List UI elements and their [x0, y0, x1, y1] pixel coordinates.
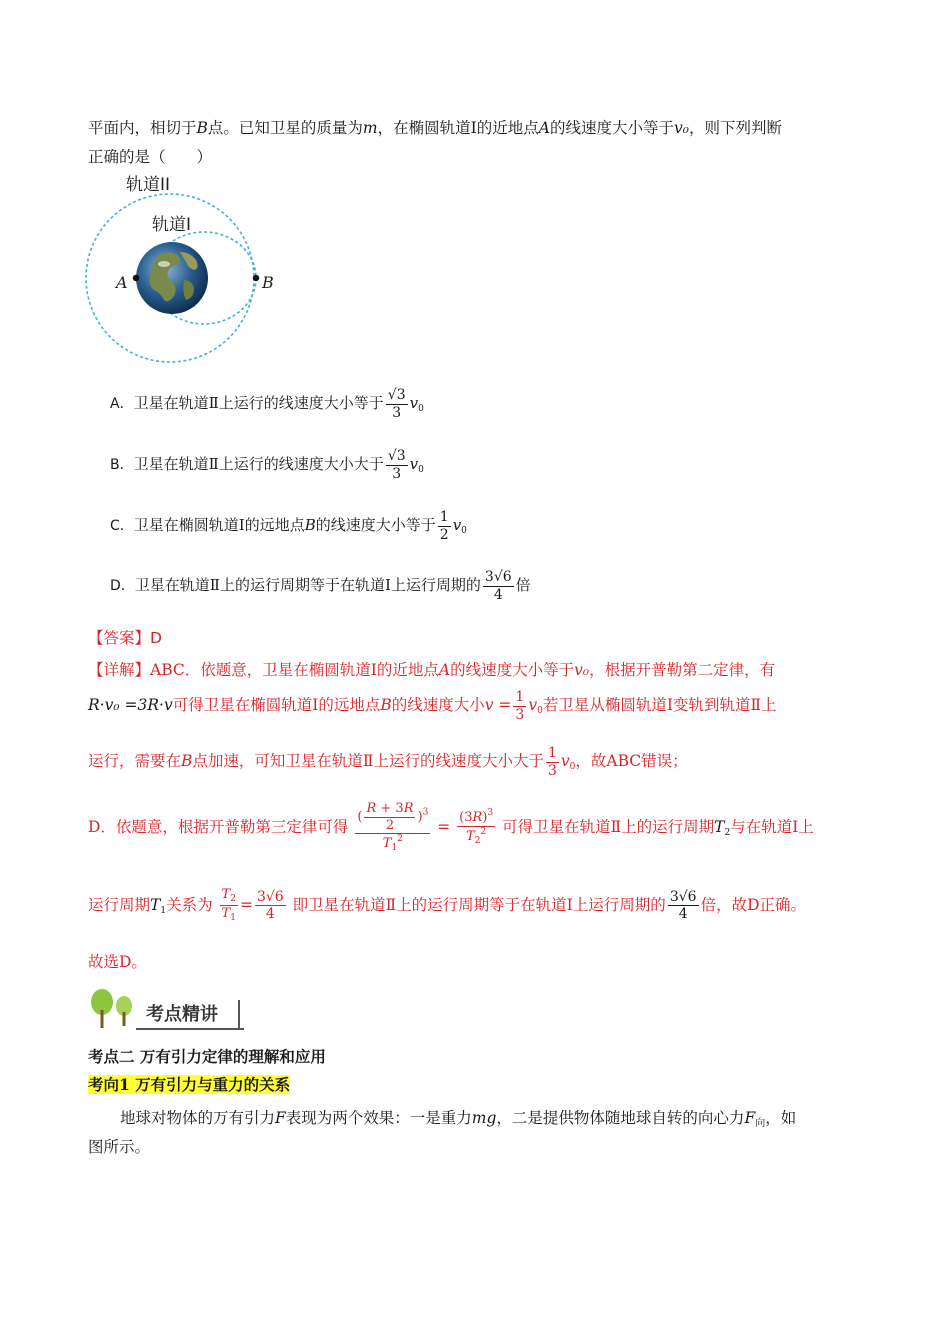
point-b-label: B [262, 273, 274, 292]
section-subheading: 考向1 万有引力与重力的关系 [88, 1075, 291, 1094]
body-paragraph-line-1: 地球对物体的万有引力F表现为两个效果：一是重力mg，二是提供物体随地球自转的向心力$F_向$，如 [120, 1109, 797, 1129]
question-line-1: 平面内，相切于B点。已知卫星的质量为m，在椭圆轨道Ⅰ的近地点A的线速度大小等于v₀，则下列判断 [88, 119, 782, 137]
option-c[interactable]: C．卫星在椭圆轨道Ⅰ的远地点B的线速度大小等于 $\frac{1}{2}$ $v_0$ [110, 509, 467, 543]
point-b-dot [253, 275, 259, 281]
option-b[interactable]: B．卫星在轨道Ⅱ上运行的线速度大小大于 $\frac{√3}{3}$ $v_0$ [110, 448, 424, 482]
point-a-label: A [116, 273, 128, 292]
orbit-figure [80, 168, 300, 368]
question-line-2: 正确的是（ ） [88, 148, 213, 166]
section-banner-text: 考点精讲 [146, 1004, 218, 1025]
detail-line-4: D．依题意，根据开普勒第三定律可得 ( $\frac{R + 3R}{2}$ )$^3$ $T_1^2$ = $\frac{(3R)^3}{T_2^2}$ 可得卫星在轨道Ⅱ上的运行周期$T_2$与在轨道Ⅰ上 [88, 801, 814, 854]
point-a-dot [133, 275, 139, 281]
detail-line-1: 【详解】ABC．依题意，卫星在椭圆轨道Ⅰ的近地点A的线速度大小等于v₀，根据开普勒第二定律，有 [88, 661, 776, 679]
orbit-i-label: 轨道I [152, 215, 192, 235]
section-heading: 考点二 万有引力定律的理解和应用 [88, 1047, 326, 1066]
answer-line: 【答案】D [88, 629, 162, 647]
option-d[interactable]: D．卫星在轨道Ⅱ上的运行周期等于在轨道Ⅰ上运行周期的 $\frac{3√6}{4}$ 倍 [110, 569, 531, 603]
detail-line-3: 运行，需要在B点加速，可知卫星在轨道Ⅱ上运行的线速度大小大于 $\frac{1}{3}$ $v_0$，故ABC错误； [88, 745, 688, 779]
option-a[interactable]: A．卫星在轨道Ⅱ上运行的线速度大小等于 $\frac{√3}{3}$ $v_0$ [110, 387, 424, 421]
orbit-ii-label: 轨道II [126, 175, 171, 195]
earth-icon [136, 242, 208, 314]
tree-icon [88, 988, 140, 1030]
detail-line-5: 运行周期$T_1$关系为 $\frac{T_2}{T_1}$ = $\frac{3√6}{4}$ 即卫星在轨道Ⅱ上的运行周期等于在轨道Ⅰ上运行周期的 $\frac{3√6}{4}$ 倍，故D正确。 [88, 887, 806, 924]
detail-line-2: R·v₀ =3R·v可得卫星在椭圆轨道Ⅰ的远地点B的线速度大小v = $\frac{1}{3}$ $v_0$若卫星从椭圆轨道Ⅰ变轨到轨道Ⅱ上 [88, 689, 777, 723]
detail-line-6: 故选D。 [88, 953, 147, 971]
body-paragraph-line-2: 图所示。 [88, 1138, 151, 1156]
section-banner [88, 988, 248, 1032]
